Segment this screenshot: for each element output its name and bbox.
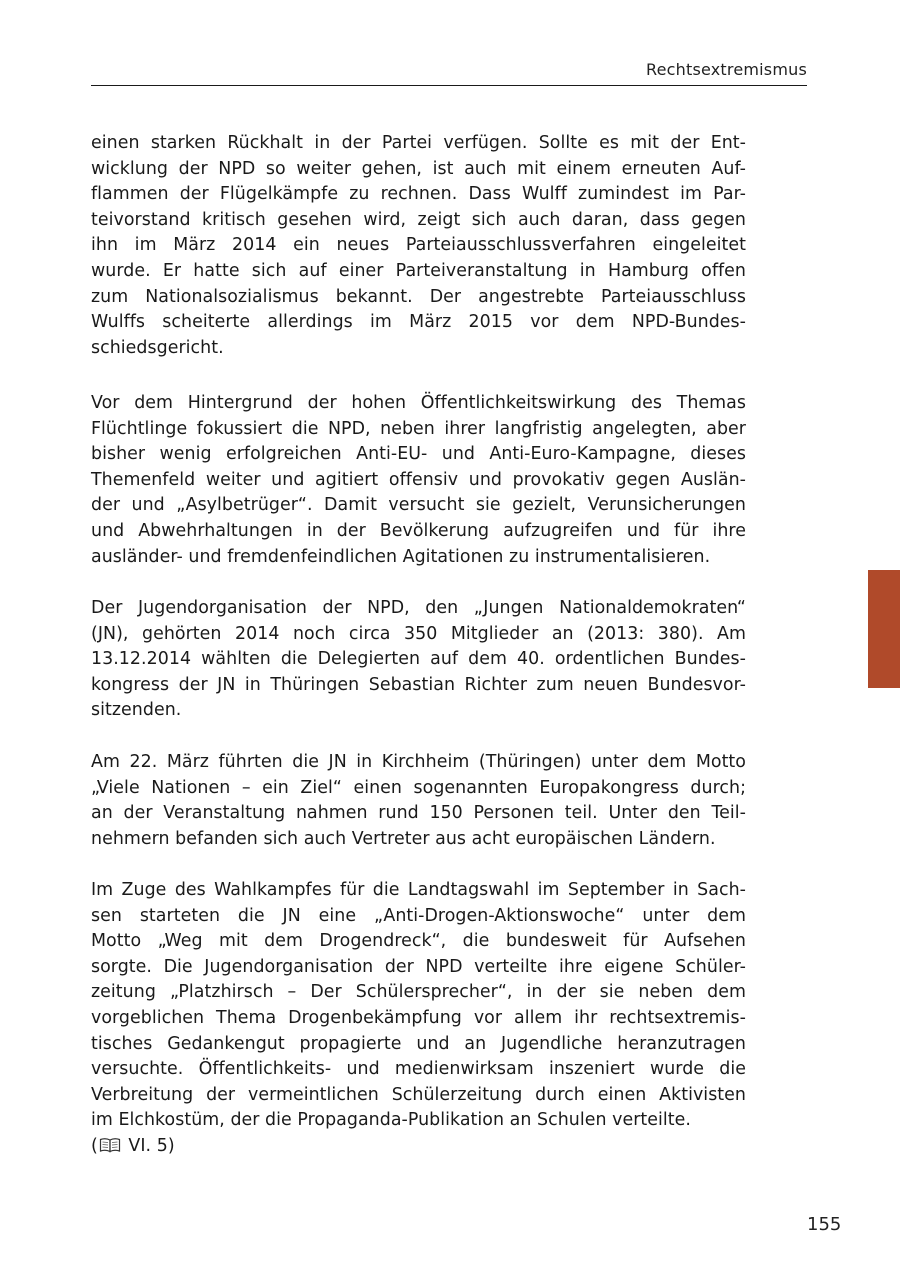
- chapter-tab-marker: [868, 570, 900, 688]
- text-line: flammen der Flügelkämpfe zu rechnen. Dass Wulff zumindest im Par-: [91, 184, 746, 205]
- text-line: und Abwehrhaltungen in der Bevölkerung aufzugreifen und für ihre: [91, 520, 746, 541]
- text-line: Themenfeld weiter und agitiert offensiv und provokativ gegen Auslän-: [91, 469, 746, 490]
- text-line: schiedsgericht.: [91, 337, 224, 358]
- text-line: teivorstand kritisch gesehen wird, zeigt sich auch daran, dass gegen: [91, 209, 746, 230]
- reference-open-paren: (: [91, 1135, 98, 1156]
- text-line: (JN), gehörten 2014 noch circa 350 Mitglieder an (2013: 380). Am: [91, 623, 746, 644]
- text-line: an der Veranstaltung nahmen rund 150 Personen teil. Unter den Teil-: [91, 803, 746, 824]
- text-line: wicklung der NPD so weiter gehen, ist auch mit einem erneuten Auf-: [91, 158, 746, 179]
- text-line: Wulffs scheiterte allerdings im März 2015 vor dem NPD-Bundes-: [91, 312, 746, 333]
- text-line: nehmern befanden sich auch Vertreter aus acht europäischen Ländern.: [91, 828, 716, 849]
- reference-text: VI. 5): [122, 1135, 175, 1156]
- text-line: der und „Asylbetrüger“. Damit versucht sie gezielt, Verunsicherungen: [91, 495, 746, 516]
- text-line: zum Nationalsozialismus bekannt. Der angestrebte Parteiausschluss: [91, 286, 746, 307]
- text-line: Der Jugendorganisation der NPD, den „Jungen Nationaldemokraten“: [91, 598, 746, 618]
- text-line: Am 22. März führten die JN in Kirchheim (Thüringen) unter dem Motto: [91, 752, 746, 772]
- text-line: „Viele Nationen – ein Ziel“ einen sogenannten Europakongress durch;: [91, 777, 746, 798]
- text-line: Im Zuge des Wahlkampfes für die Landtagswahl im September in Sach-: [91, 880, 746, 900]
- text-line: sitzenden.: [91, 700, 182, 721]
- text-line: im Elchkostüm, der die Propaganda-Publikation an Schulen verteilte.: [91, 1110, 691, 1131]
- text-line: zeitung „Platzhirsch – Der Schülersprecher“, in der sie neben dem: [91, 982, 746, 1003]
- text-line: sorgte. Die Jugendorganisation der NPD verteilte ihre eigene Schüler-: [91, 956, 746, 977]
- page-number: 155: [807, 1214, 842, 1235]
- running-header: [91, 58, 807, 86]
- text-line: sen starteten die JN eine „Anti-Drogen-Aktionswoche“ unter dem: [91, 905, 746, 926]
- section-title: Rechtsextremismus: [646, 60, 807, 79]
- text-line: Motto „Weg mit dem Drogendreck“, die bundesweit für Aufsehen: [91, 931, 746, 952]
- cross-reference[interactable]: [91, 1134, 746, 1160]
- text-line: einen starken Rückhalt in der Partei verfügen. Sollte es mit der Ent-: [91, 133, 746, 153]
- text-line: versuchte. Öffentlichkeits- und medienwirksam inszeniert wurde die: [91, 1059, 746, 1080]
- text-line: ausländer- und fremdenfeindlichen Agitationen zu instrumentalisieren.: [91, 546, 711, 567]
- text-line: ihn im März 2014 ein neues Parteiausschlussverfahren eingeleitet: [91, 235, 746, 256]
- paragraph-2: [91, 391, 746, 570]
- paragraph-3: [91, 596, 746, 724]
- paragraph-4: [91, 750, 746, 852]
- text-line: tisches Gedankengut propagierte und an Jugendliche heranzutragen: [91, 1033, 746, 1054]
- text-line: vorgeblichen Thema Drogenbekämpfung vor allem ihr rechtsextremis-: [91, 1007, 746, 1028]
- text-line: bisher wenig erfolgreichen Anti-EU- und Anti-Euro-Kampagne, dieses: [91, 444, 746, 465]
- text-line: Vor dem Hintergrund der hohen Öffentlichkeitswirkung des Themas: [91, 393, 746, 413]
- paragraph-5: [91, 878, 746, 1160]
- text-line: wurde. Er hatte sich auf einer Parteiveranstaltung in Hamburg offen: [91, 260, 746, 281]
- text-line: Verbreitung der vermeintlichen Schülerzeitung durch einen Aktivisten: [91, 1084, 746, 1105]
- paragraph-1: [91, 131, 746, 361]
- text-line: 13.12.2014 wählten die Delegierten auf dem 40. ordentlichen Bundes-: [91, 649, 746, 670]
- text-line: Flüchtlinge fokussiert die NPD, neben ihrer langfristig angelegten, aber: [91, 418, 746, 439]
- text-line: kongress der JN in Thüringen Sebastian Richter zum neuen Bundesvor-: [91, 674, 746, 695]
- open-book-icon: [99, 1136, 121, 1152]
